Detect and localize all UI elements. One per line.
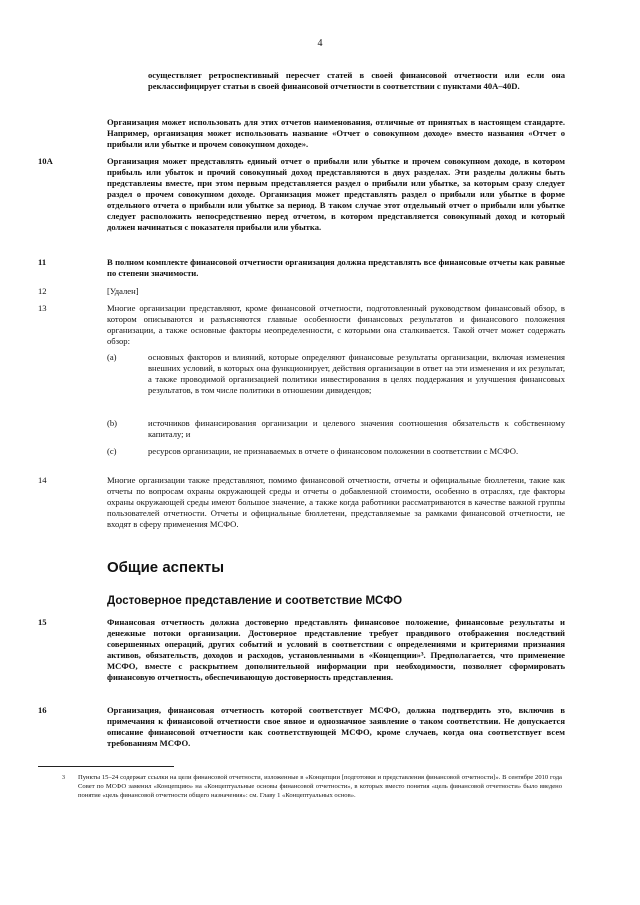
paragraph-10-continued [107,117,565,150]
footnote-text: Пункты 15–24 содержат ссылки на цели финансовой отчетности, изложенные в «Концепции [подготовки и представления финансовой отчетности]». В сентябре 2010 года Совет по МСФО заменил «Концепцию» на «Концептуальные основы финансовой отчетности», в которых вместо понятия «цель финансовой отчетности» было введено понятие «цель финансовой отчетности общего назначения»: см. Главу 1 «Концептуальных основ». [78,774,562,799]
paragraph-10a-text: Организация может представлять единый отчет о прибыли или убытке и прочем совокупном доходе, в котором прибыль или убыток и прочий совокупный доход представляются в двух разделах. Эти разделы должны быть представлены вместе, при этом первым представляется раздел о прибыли или убытке, за которым сразу следует раздел о прочем совокупном доходе. Организация может представлять раздел о прибыли или убытке в форме отдельного отчета о прибыли или убытке за период. В таком случае этот отдельный отчет о прибыли или убытке следует расположить непосредственно перед отчетом, в котором представляется совокупный доход и который должен начинаться с показателя прибыли или убытка. [107,156,565,232]
footnote-number: 3 [62,775,65,781]
paragraph-15-text: Финансовая отчетность должна достоверно представлять финансовое положение, финансовые результаты и денежные потоки организации. Достоверное представление требует правдивого отображения последствий совершенных операций, других событий и условий в соответствии с определениями и критериями признания активов, обязательств, доходов и расходов, установленными в «Концепции»³. Предполагается, что применение МСФО, вместе с раскрытием дополнительной информации при необходимости, позволяет сформировать финансовую отчетность, обеспечивающую достоверность представления. [107,617,565,682]
paragraph-14-text: Многие организации также представляют, помимо финансовой отчетности, отчеты и официальные бюллетени, такие как отчеты по вопросам охраны окружающей среды и отчеты о добавленной стоимости, особенно в отраслях, где факторы охраны окружающей среды имеют большое значение, а также когда работники рассматриваются в качестве важной группы пользователей отчетности. Отчеты и официальные бюллетени, представляемые за рамками финансовой отчетности, не входят в сферу применения МСФО. [107,475,565,529]
paragraph-13-item-b [107,418,565,440]
paragraph-10-text: Организация может использовать для этих отчетов наименования, отличные от принятых в настоящем стандарте. Например, организация может использовать название «Отчет о совокупном доходе» вместо названия «Отчет о прибыли или убытке и прочем совокупном доходе». [107,117,565,149]
page-number: 4 [317,38,323,49]
subsection-heading-fair-presentation: Достоверное представление и соответствие МСФО [107,595,403,607]
paragraph-9-continued: осуществляет ретроспективный пересчет статей в своей финансовой отчетности или если она реклассифицирует статьи в своей финансовой отчетности в соответствии с пунктами 40A–40D. [148,70,565,91]
footnote-divider [38,766,174,767]
paragraph-13-number: 13 [38,303,47,313]
paragraph-15-number: 15 [38,617,47,627]
paragraph-12-number: 12 [38,286,47,296]
paragraph-16-number: 16 [38,705,47,715]
item-label: (b) [107,418,118,428]
item-text: ресурсов организации, не признаваемых в отчете о финансовом положении в соответствии с МСФО. [148,446,519,456]
item-label: (a) [107,352,117,362]
paragraph-13-text: Многие организации представляют, кроме финансовой отчетности, подготовленный руководством финансовый обзор, в котором описываются и разъясняются главные особенности финансовых результатов и финансового положения организации, а также основные факторы неопределенности, с которыми она сталкивается. Такой отчет может содержать обзор: [107,303,565,346]
section-heading-general: Общие аспекты [107,559,225,576]
paragraph-11-number: 11 [38,257,47,267]
paragraph-10a-number: 10A [38,156,53,166]
paragraph-13-item-a [107,352,565,396]
paragraph-11-text: В полном комплекте финансовой отчетности организация должна представлять все финансовые отчеты как равные по степени значимости. [107,257,565,278]
item-label: (c) [107,446,117,456]
item-text: основных факторов и влияний, которые определяют финансовые результаты организации, включая изменения внешних условий, в которых она функционирует, действия организации в ответ на эти изменения и их результат, а также проводимой организацией политики инвестирования в целях поддержания и улучшения финансовых результатов, в том числе политики в отношении дивидендов; [148,352,565,395]
paragraph-16-text: Организация, финансовая отчетность которой соответствует МСФО, должна подтвердить это, включив в примечания к финансовой отчетности свое явное и однозначное заявление о таком соответствии. Не допускается описание финансовой отчетности как соответствующей МСФО, кроме случаев, когда она соответствует всем требованиям МСФО. [107,705,565,748]
paragraph-14-number: 14 [38,475,47,485]
item-text: источников финансирования организации и целевого значения соотношения обязательств к собственному капиталу; и [148,418,565,439]
paragraph-13-item-c [107,446,565,457]
paragraph-12-text: [Удален] [107,286,139,296]
